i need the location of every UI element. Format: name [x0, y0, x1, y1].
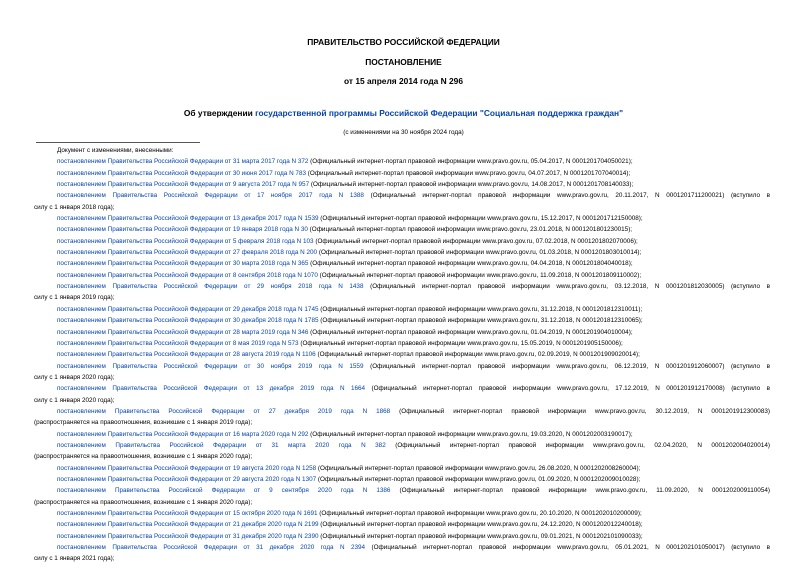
list-item-line: [34, 485, 770, 496]
list-item-line: [34, 533, 643, 540]
amendment-source: (Официальный интернет-портал правовой информации www.pravo.gov.ru, 20.11.2017, N 0001201711200021) (вступило в: [363, 192, 770, 200]
amendment-source: (Официальный интернет-портал правовой информации www.pravo.gov.ru, 24.12.2020, N 0001202012240018);: [318, 521, 643, 529]
amendment-link[interactable]: постановлением Правительства Российской Федерации от 8 мая 2019 года N 573: [57, 339, 299, 347]
list-item-line: [34, 190, 770, 201]
list-item-line: [34, 476, 640, 483]
list-item: [34, 542, 770, 565]
amendment-source: (Официальный интернет-портал правовой информации www.pravo.gov.ru, 19.03.2020, N 0001202003190017);: [308, 430, 633, 438]
list-item: [34, 190, 770, 213]
list-item: [34, 463, 770, 474]
list-item: [34, 315, 770, 326]
list-item-line: [34, 521, 643, 528]
amendment-source: (Официальный интернет-портал правовой информации www.pravo.gov.ru, 02.09.2019, N 0001201909020014);: [315, 351, 640, 359]
list-item-line: [34, 260, 633, 267]
amendment-source: (Официальный интернет-портал правовой информации www.pravo.gov.ru, 23.01.2018, N 0001201801230015);: [307, 226, 633, 234]
list-item: [34, 361, 770, 384]
amendment-source: (Официальный интернет-портал правовой информации www.pravo.gov.ru, 04.07.2017, N 0001201707040014);: [306, 169, 631, 177]
list-item: [34, 406, 770, 429]
amendment-source: (Официальный интернет-портал правовой информации www.pravo.gov.ru, 15.12.2017, N 0001201712150008);: [318, 215, 643, 223]
amendment-link[interactable]: постановлением Правительства Российской Федерации от 21 декабря 2020 года N 2199: [57, 521, 319, 529]
list-item-line: [34, 542, 770, 553]
amendment-source: (Официальный интернет-портал правовой информации www.pravo.gov.ru, 31.12.2018, N 0001201812310011);: [318, 305, 643, 313]
amendment-source: (Официальный интернет-портал правовой информации www.pravo.gov.ru, 05.04.2017, N 0001201704050021);: [308, 158, 633, 166]
amendment-source: (Официальный интернет-портал правовой информации www.pravo.gov.ru, 11.09.2018, N 0001201809110002);: [317, 271, 642, 279]
changes-items: [34, 156, 770, 564]
list-item-line: [34, 215, 643, 222]
list-item: [34, 327, 770, 338]
list-item-line: [34, 340, 623, 347]
amendment-link[interactable]: постановлением Правительства Российской Федерации от 13 декабря 2017 года N 1539: [57, 215, 319, 223]
amendment-link[interactable]: постановлением Правительства Российской Федерации от 31 декабря 2020 года N 2394: [57, 544, 366, 552]
changes-list: [34, 142, 770, 565]
list-item: [34, 168, 770, 179]
amendment-continuation: силу с 1 января 2018 года);: [34, 203, 115, 211]
list-item-line: [34, 361, 770, 372]
amendment-continuation: силу с 1 января 2020 года);: [34, 396, 115, 404]
amendment-link[interactable]: постановлением Правительства Российской Федерации от 29 ноября 2018 года N 1438: [57, 283, 364, 291]
list-item: [34, 224, 770, 235]
amendment-link[interactable]: постановлением Правительства Российской Федерации от 28 августа 2019 года N 1106: [57, 351, 316, 359]
list-item-line: [34, 281, 770, 292]
document-title-prefix: Об утверждении: [183, 108, 256, 118]
government-heading: ПРАВИТЕЛЬСТВО РОССИЙСКОЙ ФЕДЕРАЦИИ: [307, 37, 500, 47]
list-item: [34, 179, 770, 190]
list-item: [34, 281, 770, 304]
list-item: [34, 383, 770, 406]
list-item: [34, 429, 770, 440]
amendment-link[interactable]: постановлением Правительства Российской Федерации от 29 декабря 2018 года N 1745: [57, 305, 319, 313]
document-type-heading: ПОСТАНОВЛЕНИЕ: [365, 57, 442, 67]
list-item: [34, 440, 770, 463]
amendment-link[interactable]: постановлением Правительства Российской Федерации от 30 ноября 2019 года N 1559: [57, 362, 364, 370]
amendment-continuation: силу с 1 января 2021 года);: [34, 555, 115, 563]
amendment-link[interactable]: постановлением Правительства Российской Федерации от 8 сентября 2018 года N 1070: [57, 271, 318, 279]
amendment-link[interactable]: постановлением Правительства Российской Федерации от 13 декабря 2019 года N 1664: [57, 385, 366, 393]
changes-intro: Документ с изменениями, внесенными:: [57, 147, 174, 154]
amendment-source: (Официальный интернет-портал правовой информации www.pravo.gov.ru, 01.04.2019, N 0001201904010004);: [308, 328, 633, 336]
list-item-line: [34, 351, 640, 358]
amendment-source: (Официальный интернет-портал правовой информации www.pravo.gov.ru, 31.12.2018, N 0001201812310065);: [318, 317, 643, 325]
amendment-link[interactable]: постановлением Правительства Российской Федерации от 9 августа 2017 года N 957: [57, 181, 310, 189]
amendment-link[interactable]: постановлением Правительства Российской Федерации от 29 августа 2020 года N 1307: [57, 475, 317, 483]
amendment-link[interactable]: постановлением Правительства Российской Федерации от 31 марта 2017 года N 372: [57, 158, 309, 166]
amendment-source: (Официальный интернет-портал правовой информации www.pravo.gov.ru, 03.12.2018, N 0001201812030005) (вступило в: [363, 283, 770, 291]
amendment-source: (Официальный интернет-портал правовой информации www.pravo.gov.ru, 02.04.2020, N 0001202004020014): [385, 441, 770, 449]
list-item-line: [34, 181, 633, 188]
amendment-source: (Официальный интернет-портал правовой информации www.pravo.gov.ru, 17.12.2019, N 0001201912170008) (вступило в: [365, 385, 770, 393]
list-item-line: [34, 440, 770, 451]
list-item-line: [34, 406, 770, 417]
amendment-continuation: (распространяется на правоотношения, возникшие с 1 января 2020 года);: [34, 453, 253, 461]
amendment-source: (Официальный интернет-портал правовой информации www.pravo.gov.ru, 01.09.2020, N 0001202009010028);: [316, 475, 641, 483]
list-item: [34, 349, 770, 360]
list-item: [34, 247, 770, 258]
amendment-link[interactable]: постановлением Правительства Российской Федерации от 30 июня 2017 года N 783: [57, 169, 307, 177]
amendment-source: (Официальный интернет-портал правовой информации www.pravo.gov.ru, 20.10.2020, N 0001202010200009);: [317, 510, 642, 517]
list-item-line: [34, 465, 640, 472]
amendment-source: (Официальный интернет-портал правовой информации www.pravo.gov.ru, 26.08.2020, N 0001202008260004);: [316, 464, 641, 472]
amendment-link[interactable]: постановлением Правительства Российской Федерации от 31 марта 2020 года N 382: [57, 441, 386, 449]
amendment-link[interactable]: постановлением Правительства Российской Федерации от 15 октября 2020 года N 1691: [57, 510, 318, 517]
list-item-line: [34, 170, 630, 177]
amendment-link[interactable]: постановлением Правительства Российской Федерации от 19 августа 2020 года N 1258: [57, 464, 317, 472]
amendment-source: (Официальный интернет-портал правовой информации www.pravo.gov.ru, 05.01.2021, N 0001202101050017) (вступило в: [365, 544, 770, 552]
list-item-line: [34, 226, 632, 233]
amendment-source: (Официальный интернет-портал правовой информации www.pravo.gov.ru, 04.04.2018, N 0001201804040018);: [308, 260, 633, 268]
amendment-link[interactable]: постановлением Правительства Российской Федерации от 16 марта 2020 года N 292: [57, 430, 309, 438]
amendment-source: (Официальный интернет-портал правовой информации www.pravo.gov.ru, 15.05.2019, N 0001201905150006);: [298, 339, 623, 347]
amendment-continuation: силу с 1 января 2020 года);: [34, 373, 115, 381]
amendment-source: (Официальный интернет-портал правовой информации www.pravo.gov.ru, 01.03.2018, N 0001201803010014);: [317, 249, 642, 257]
amendment-link[interactable]: постановлением Правительства Российской Федерации от 30 марта 2018 года N 365: [57, 260, 309, 268]
list-item: [34, 338, 770, 349]
amendment-link[interactable]: постановлением Правительства Российской Федерации от 9 сентября 2020 года N 1386: [57, 487, 391, 495]
amendment-link[interactable]: постановлением Правительства Российской Федерации от 19 января 2018 года N 30: [57, 226, 308, 234]
list-item: [34, 519, 770, 530]
amendment-link[interactable]: постановлением Правительства Российской Федерации от 30 декабря 2018 года N 1785: [57, 317, 319, 325]
amendment-source: (Официальный интернет-портал правовой информации www.pravo.gov.ru, 11.09.2020, N 0001202009110054): [390, 487, 770, 495]
amendment-source: (Официальный интернет-портал правовой информации www.pravo.gov.ru, 06.12.2019, N 0001201912060007) (вступило в: [363, 362, 770, 370]
amendment-link[interactable]: постановлением Правительства Российской Федерации от 27 февраля 2018 года N 200: [57, 249, 318, 257]
amendment-link[interactable]: постановлением Правительства Российской Федерации от 5 февраля 2018 года N 103: [57, 237, 314, 245]
amendment-source: (Официальный интернет-портал правовой информации www.pravo.gov.ru, 30.12.2019, N 0001201912300083): [390, 407, 770, 415]
list-item: [34, 270, 770, 281]
list-item-line: [34, 238, 638, 245]
list-item: [34, 508, 770, 519]
amendment-source: (Официальный интернет-портал правовой информации www.pravo.gov.ru, 09.01.2021, N 0001202101090033);: [318, 532, 643, 540]
document-date-number: от 15 апреля 2014 года N 296: [344, 76, 463, 86]
list-item-line: [34, 317, 643, 324]
list-item-line: [34, 272, 641, 279]
list-item: [34, 474, 770, 485]
list-item: [34, 304, 770, 315]
amendment-link[interactable]: постановлением Правительства Российской Федерации от 28 марта 2019 года N 346: [57, 328, 309, 336]
list-item: [34, 213, 770, 224]
amendment-link[interactable]: постановлением Правительства Российской Федерации от 27 декабря 2019 года N 1868: [57, 407, 391, 415]
amendment-continuation: силу с 1 января 2019 года);: [34, 294, 115, 302]
list-item: [34, 258, 770, 269]
list-item-line: [34, 158, 633, 165]
amendment-link[interactable]: постановлением Правительства Российской Федерации от 17 ноября 2017 года N 1388: [57, 192, 364, 200]
list-item: [34, 531, 770, 542]
program-link[interactable]: государственной программы Российской Федерации "Социальная поддержка граждан": [255, 108, 624, 118]
list-item: [34, 236, 770, 247]
list-item-line: [34, 249, 641, 256]
divider: [36, 142, 200, 143]
list-item-line: [34, 306, 642, 313]
document-title: [0, 108, 807, 118]
list-item-line: [34, 431, 633, 438]
list-item: [34, 485, 770, 508]
amendment-continuation: (распространяется на правоотношения, возникшие с 1 января 2020 года);: [34, 498, 253, 506]
list-item: [34, 156, 770, 167]
amendment-continuation: (распространяется на правоотношения, возникшие с 1 января 2019 года);: [34, 419, 253, 427]
edition-note: (с изменениями на 30 ноября 2024 года): [343, 129, 464, 136]
list-item-line: [34, 329, 633, 336]
list-item-line: [34, 383, 770, 394]
amendment-link[interactable]: постановлением Правительства Российской Федерации от 31 декабря 2020 года N 2390: [57, 532, 319, 540]
amendment-source: (Официальный интернет-портал правовой информации www.pravo.gov.ru, 07.02.2018, N 0001201802070006);: [313, 237, 638, 245]
amendment-source: (Официальный интернет-портал правовой информации www.pravo.gov.ru, 14.08.2017, N 0001201708140033);: [309, 181, 634, 189]
list-item-line: [34, 510, 642, 517]
